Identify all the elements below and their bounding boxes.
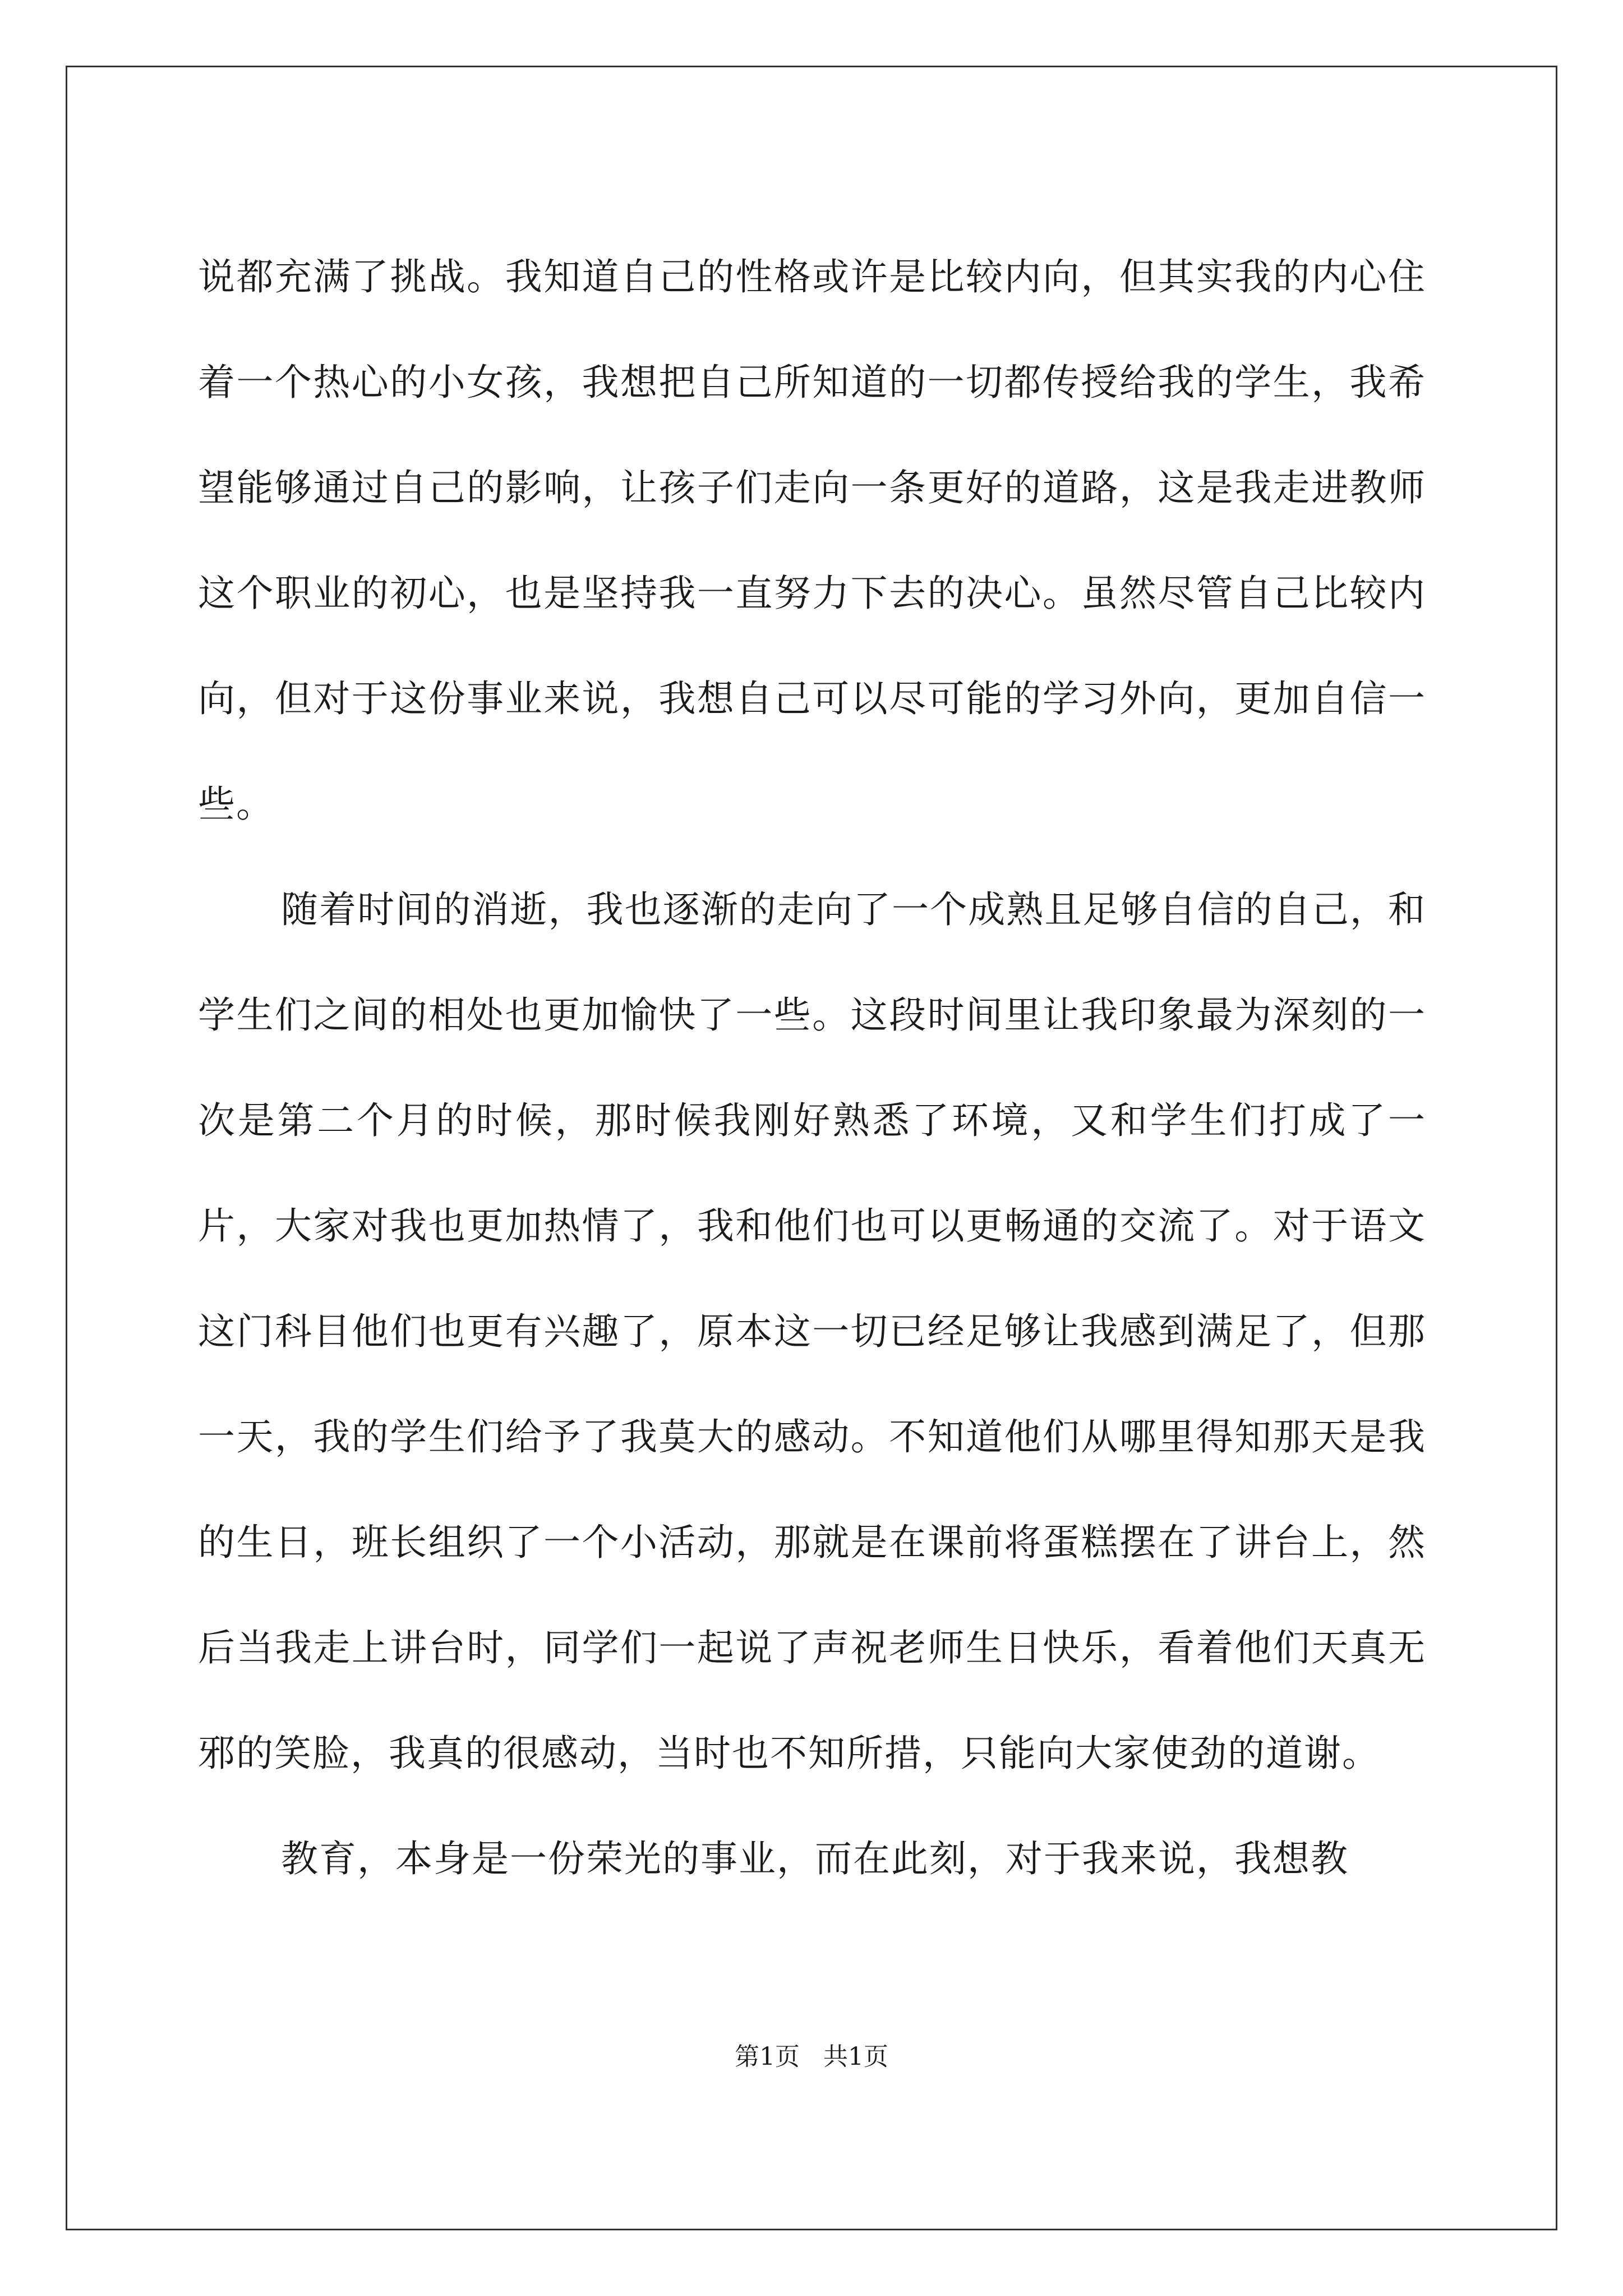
page-number-footer: 第1页 共1页: [735, 2042, 888, 2071]
paragraph-3: 教育，本身是一份荣光的事业，而在此刻，对于我来说，我想教: [281, 1837, 1349, 1880]
paragraph-1: 说都充满了挑战。我知道自己的性格或许是比较内向，但其实我的内心住着一个热心的小女孩，我想把自己所知道的一切都传授给我的学生，我希望能够通过自己的影响，让孩子们走向一条更好的道路，这是我走进教师这个职业的初心，也是坚持我一直努力下去的决心。虽然尽管自己比较内向，但对于这份事业来说，我想自己可以尽可能的学习外向，更加自信一些。: [198, 255, 1426, 826]
document-body: [198, 224, 1426, 1912]
paragraph-2: 随着时间的消逝，我也逐渐的走向了一个成熟且足够自信的自己，和学生们之间的相处也更加愉快了一些。这段时间里让我印象最为深刻的一次是第二个月的时候，那时候我刚好熟悉了环境，又和学生们打成了一片，大家对我也更加热情了，我和他们也可以更畅通的交流了。对于语文这门科目他们也更有兴趣了，原本这一切已经足够让我感到满足了，但那一天，我的学生们给予了我莫大的感动。不知道他们从哪里得知那天是我的生日，班长组织了一个小活动，那就是在课前将蛋糕摆在了讲台上，然后当我走上讲台时，同学们一起说了声祝老师生日快乐，看着他们天真无邪的笑脸，我真的很感动，当时也不知所措，只能向大家使劲的道谢。: [198, 888, 1426, 1775]
